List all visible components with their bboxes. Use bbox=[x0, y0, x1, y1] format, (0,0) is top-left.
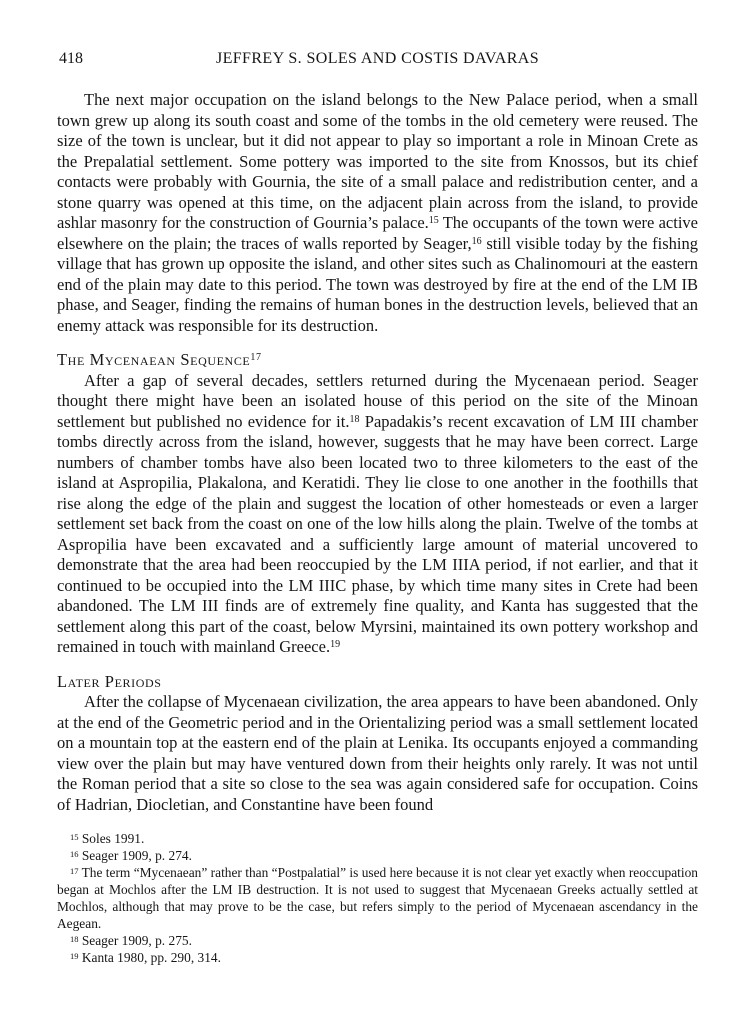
page-header bbox=[57, 50, 698, 70]
footnote-number: 15 bbox=[70, 831, 79, 842]
footnote-number: 17 bbox=[70, 865, 79, 876]
footnote-reference: 16 bbox=[471, 235, 482, 247]
footnote-reference: 17 bbox=[250, 352, 262, 363]
footnotes-section bbox=[57, 830, 698, 966]
footnote: $^{17}$ The term “Mycenaean” rather than “Postpalatial” is used here because it is not clear yet exactly when reoccupation began at Mochlos after the LM IB destruction. It is not used to suggest that Mycenaean Greeks actually settled at Mochlos, although that may prove to be the case, but refers simply to the period of Mycenaean ascendancy in the Aegean. bbox=[57, 865, 698, 931]
body-paragraph: After the collapse of Mycenaean civilization, the area appears to have been abandoned. Only at the end of the Geometric period and in the Orientalizing period was a small settlement located on a mountain top at the eastern end of the plain at Lenika. Its occupants enjoyed a commanding view over the plain but may have ventured down from their heights only rarely. It was not until the Roman period that a site so close to the sea was again considered safe for occupation. Coins of Hadrian, Diocletian, and Constantine have been found bbox=[57, 692, 698, 814]
footnote-reference: 19 bbox=[330, 639, 341, 650]
footnote-number: 18 bbox=[70, 933, 79, 944]
running-head: JEFFREY S. SOLES AND COSTIS DAVARAS bbox=[215, 50, 540, 67]
footnote-number: 16 bbox=[70, 848, 79, 859]
footnote: $^{19}$ Kanta 1980, pp. 290, 314. bbox=[70, 950, 221, 965]
footnote-reference: 15 bbox=[428, 215, 439, 226]
article-body bbox=[57, 90, 698, 815]
footnote: $^{15}$ Soles 1991. bbox=[70, 831, 145, 846]
section-heading: The Mycenaean Sequence$^{17}$ bbox=[57, 350, 262, 369]
footnote-reference: 18 bbox=[349, 413, 360, 425]
footnote: $^{16}$ Seager 1909, p. 274. bbox=[70, 848, 192, 863]
footnote-number: 19 bbox=[70, 950, 79, 961]
section-heading: Later Periods bbox=[57, 671, 162, 691]
body-paragraph: After a gap of several decades, settlers returned during the Mycenaean period. Seager thought there might have been an isolated house of this period on the site of the Minoan settlement but published no evidence for it.$^{18}$ Papadakis’s recent excavation of LM III chamber tombs directly across from the island, however, suggests that he may have been correct. Large numbers of chamber tombs have also been located two to three kilometers to the east of the island at Aspropilia, Plakalona, and Keratidi. They lie close to one another in the foothills that rise along the edge of the plain and suggest the location of other homesteads or even a larger settlement set back from the coast on one of the low hills along the plain. Twelve of the tombs at Aspropilia have been excavated and a sufficiently large amount of material uncovered to demonstrate that the area had been reoccupied by the LM IIIA period, if not earlier, and that it continued to be occupied into the LM IIIC phase, by which time many sites in Crete had been abandoned. The LM III finds are of extremely fine quality, and Kanta has suggested that the settlement along this part of the coast, below Myrsini, maintained its own pottery workshop and remained in touch with mainland Greece.$^{19}$ bbox=[57, 370, 698, 656]
footnote: $^{18}$ Seager 1909, p. 275. bbox=[70, 933, 192, 948]
page-number: 418 bbox=[59, 50, 83, 67]
body-paragraph: The next major occupation on the island belongs to the New Palace period, when a small town grew up along its south coast and some of the tombs in the old cemetery were reused. The size of the town is unclear, but it did not appear to play so important a role in Minoan Crete as the Prepalatial settlement. Some pottery was imported to the site from Knossos, but its chief contacts were probably with Gournia, the site of a small palace and redistribution center, and a stone quarry was opened at this time, on the adjacent plain across from the island, to provide ashlar masonry for the construction of Gournia’s palace.$^{15}$ The occupants of the town were active elsewhere on the plain; the traces of walls reported by Seager,$^{16}$ still visible today by the fishing village that has grown up opposite the island, and other sites such as Chalinomouri at the eastern end of the plain may date to this period. The town was destroyed by fire at the end of the LM IB phase, and Seager, finding the remains of human bones in the destruction levels, believed that an enemy attack was responsible for its destruction. bbox=[57, 90, 698, 335]
